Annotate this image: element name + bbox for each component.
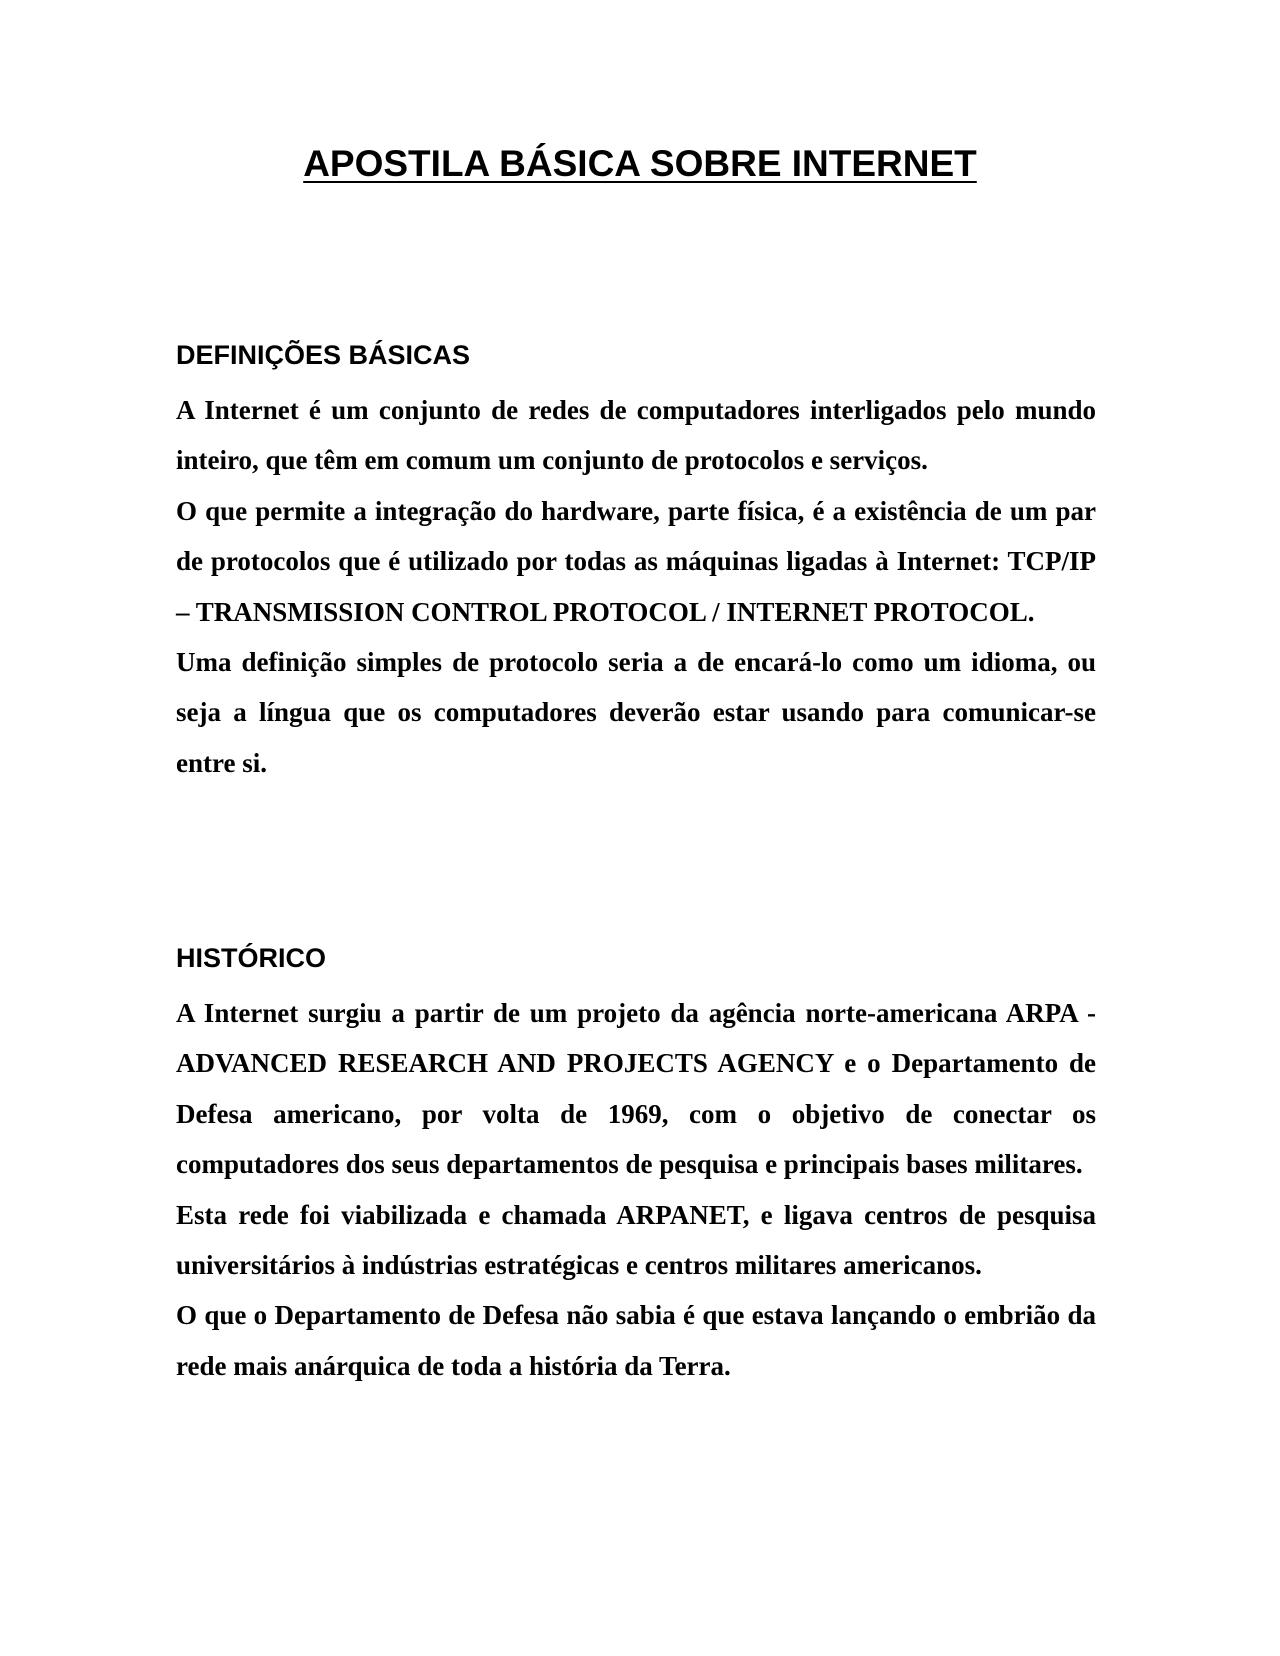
- section-definicoes-basicas: [176, 335, 1096, 788]
- section-heading: HISTÓRICO: [176, 943, 327, 973]
- paragraph: O que o Departamento de Defesa não sabia é que estava lançando o embrião da rede mais anárquica de toda a história da Terra.: [176, 1300, 1096, 1381]
- document-title: [0, 142, 1280, 186]
- paragraph: A Internet é um conjunto de redes de computadores interligados pelo mundo inteiro, que têm em comum um conjunto de protocolos e serviços.: [176, 395, 1096, 476]
- document-title-text: APOSTILA BÁSICA SOBRE INTERNET: [303, 143, 977, 184]
- section-historico: [176, 938, 1096, 1391]
- paragraph: Esta rede foi viabilizada e chamada ARPANET, e ligava centros de pesquisa universitários à indústrias estratégicas e centros militares americanos.: [176, 1199, 1096, 1281]
- section-heading: DEFINIÇÕES BÁSICAS: [176, 340, 471, 370]
- paragraph: Uma definição simples de protocolo seria a de encará-lo como um idioma, ou seja a língua que os computadores deverão estar usando para comunicar-se entre si.: [176, 647, 1096, 778]
- paragraph: A Internet surgiu a partir de um projeto da agência norte-americana ARPA - ADVANCED RESEARCH AND PROJECTS AGENCY e o Departamento de Defesa americano, por volta de 1969, com o objetivo de conectar os computadores dos seus departamentos de pesquisa e principais bases militares.: [176, 998, 1096, 1180]
- paragraph: O que permite a integração do hardware, parte física, é a existência de um par de protocolos que é utilizado por todas as máquinas ligadas à Internet: TCP/IP – TRANSMISSION CONTROL PROTOCOL / INTERNET PROTOCOL.: [176, 495, 1096, 627]
